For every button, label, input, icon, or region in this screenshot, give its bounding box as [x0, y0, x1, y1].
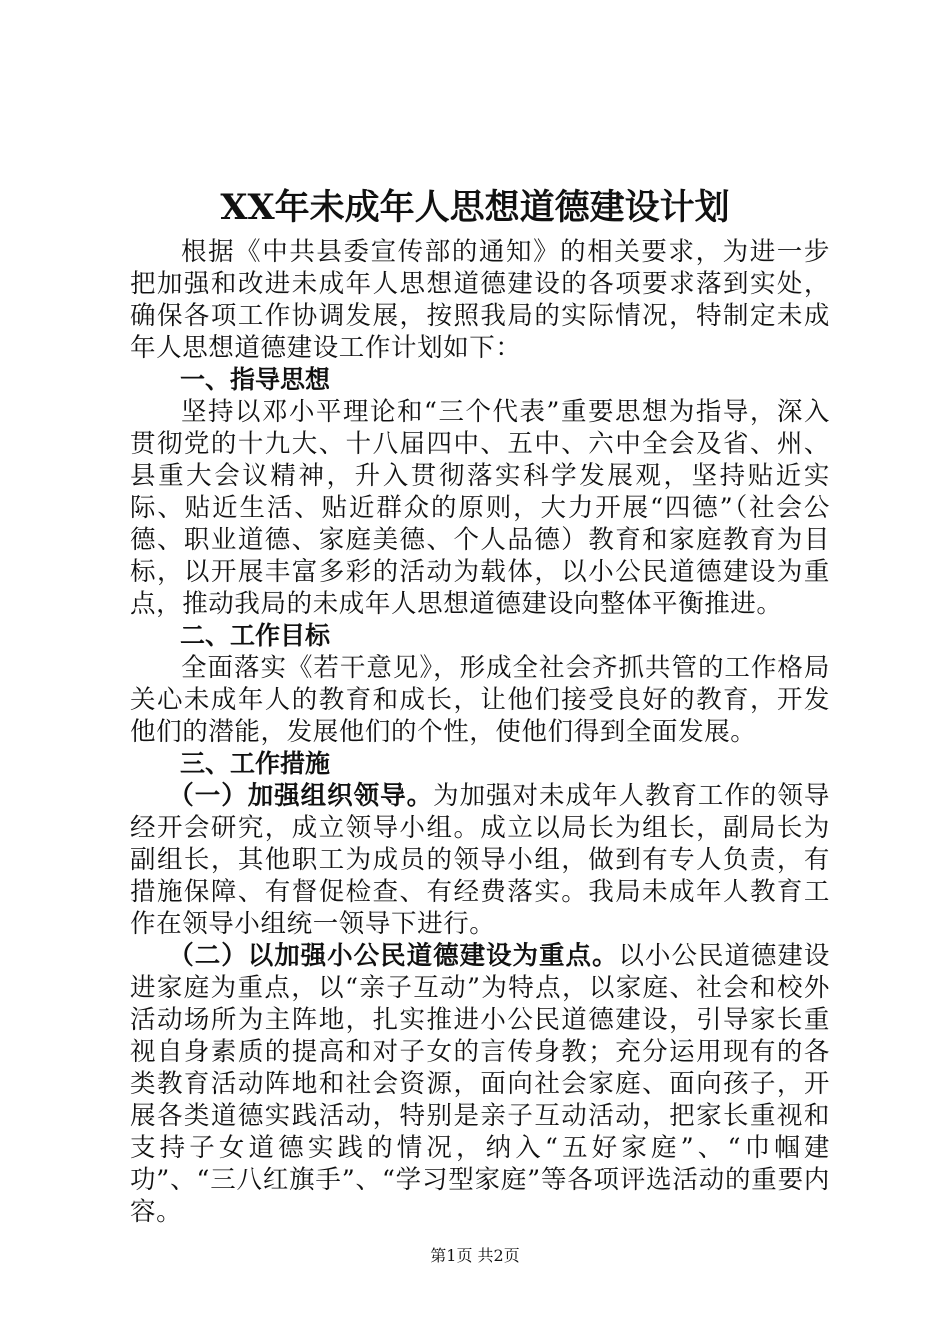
measure-subheading-organization: （一）加强组织领导。 [168, 781, 434, 811]
measure-text-citizen-morality: 以小公民道德建设进家庭为重点，以“亲子互动”为特点，以家庭、社会和校外活动场所为主阵地，扎实推进小公民道德建设，引导家长重视自身素质的提高和对子女的言传身教；充分运用现有的各类教育活动阵地和社会资源，面向社会家庭、面向孩子，开展各类道德实践活动，特别是亲子互动活动，把家长重视和支持子女道德实践的情况，纳入“五好家庭”、“巾帼建功”、“三八红旗手”、“学习型家庭”等各项评选活动的重要内容。 [130, 941, 830, 1227]
section-heading-guiding-thought: 一、指导思想 [180, 365, 331, 394]
intro-paragraph: 根据《中共县委宣传部的通知》的相关要求，为进一步把加强和改进未成年人思想道德建设的各项要求落到实处，确保各项工作协调发展，按照我局的实际情况，特制定未成年人思想道德建设工作计划如下： [130, 237, 830, 363]
section-text-guiding-thought: 坚持以邓小平理论和“三个代表”重要思想为指导，深入贯彻党的十九大、十八届四中、五中、六中全会及省、州、县重大会议精神，升入贯彻落实科学发展观，坚持贴近实际、贴近生活、贴近群众的原则，大力开展“四德”（社会公德、职业道德、家庭美德、个人品德）教育和家庭教育为目标，以开展丰富多彩的活动为载体，以小公民道德建设为重点，推动我局的未成年人思想道德建设向整体平衡推进。 [130, 397, 830, 619]
measure-text-organization: 为加强对未成年人教育工作的领导经开会研究，成立领导小组。成立以局长为组长，副局长为副组长，其他职工为成员的领导小组，做到有专人负责，有措施保障、有督促检查、有经费落实。我局未成年人教育工作在领导小组统一领导下进行。 [130, 781, 830, 939]
section-heading-work-measures: 三、工作措施 [180, 749, 331, 778]
page-footer [0, 1245, 950, 1267]
section-heading-work-goals: 二、工作目标 [180, 621, 331, 650]
measure-subheading-citizen-morality: （二）以加强小公民道德建设为重点。 [168, 941, 619, 971]
page-number-label: 第1页 共2页 [430, 1246, 520, 1265]
section-text-work-goals: 全面落实《若干意见》，形成全社会齐抓共管的工作格局关心未成年人的教育和成长，让他们接受良好的教育，开发他们的潜能，发展他们的个性，使他们得到全面发展。 [130, 653, 830, 747]
measure-item-organization [130, 780, 830, 940]
document-title: XX年未成年人思想道德建设计划 [220, 187, 730, 228]
document-body [130, 236, 830, 1228]
measure-item-citizen-morality [130, 940, 830, 1228]
